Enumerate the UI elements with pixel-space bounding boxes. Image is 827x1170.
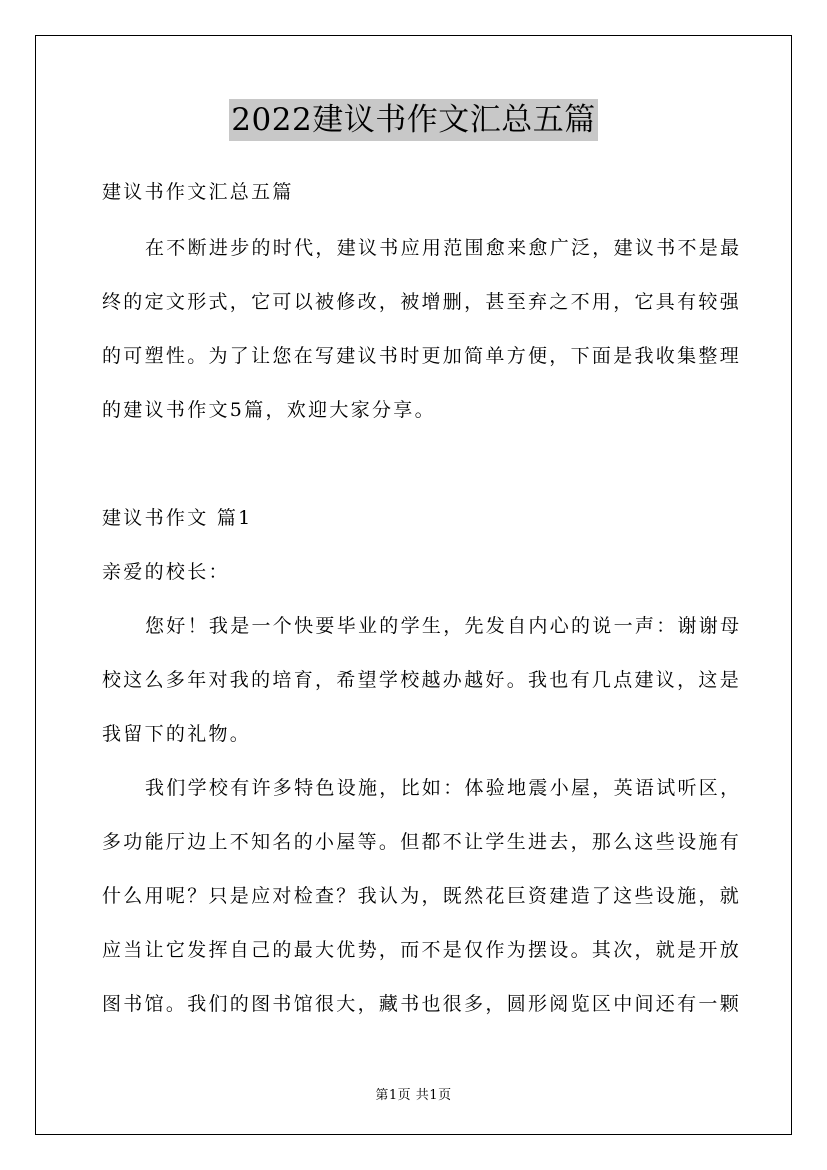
page-footer: 第1页 共1页 [375, 1088, 452, 1103]
paragraph-line: 校这么多年对我的培育，希望学校越办越好。我也有几点建议，这是 [102, 669, 742, 691]
intro-line: 的建议书作文5篇，欢迎大家分享。 [102, 399, 436, 421]
paragraph-line: 您好！我是一个快要毕业的学生，先发自内心的说一声：谢谢母 [145, 615, 742, 637]
section-heading: 建议书作文 篇1 [102, 507, 253, 529]
paragraph-line: 应当让它发挥自己的最大优势，而不是仅作为摆设。其次，就是开放 [102, 939, 742, 961]
paragraph-line: 多功能厅边上不知名的小屋等。但都不让学生进去，那么这些设施有 [102, 831, 742, 853]
paragraph-line: 什么用呢？只是应对检查？我认为，既然花巨资建造了这些设施，就 [102, 885, 742, 907]
title-container [0, 99, 827, 141]
document-subtitle: 建议书作文汇总五篇 [102, 181, 294, 203]
paragraph-line: 图书馆。我们的图书馆很大，藏书也很多，圆形阅览区中间还有一颗 [102, 993, 742, 1015]
intro-line: 终的定文形式，它可以被修改，被增删，甚至弃之不用，它具有较强 [102, 291, 742, 313]
paragraph-line: 我留下的礼物。 [102, 723, 252, 745]
salutation: 亲爱的校长： [102, 561, 230, 583]
paragraph-line: 我们学校有许多特色设施，比如：体验地震小屋，英语试听区， [145, 777, 742, 799]
intro-line: 在不断进步的时代，建议书应用范围愈来愈广泛，建议书不是最 [145, 237, 742, 259]
intro-line: 的可塑性。为了让您在写建议书时更加简单方便，下面是我收集整理 [102, 345, 742, 367]
document-title: 2022建议书作文汇总五篇 [229, 99, 597, 141]
